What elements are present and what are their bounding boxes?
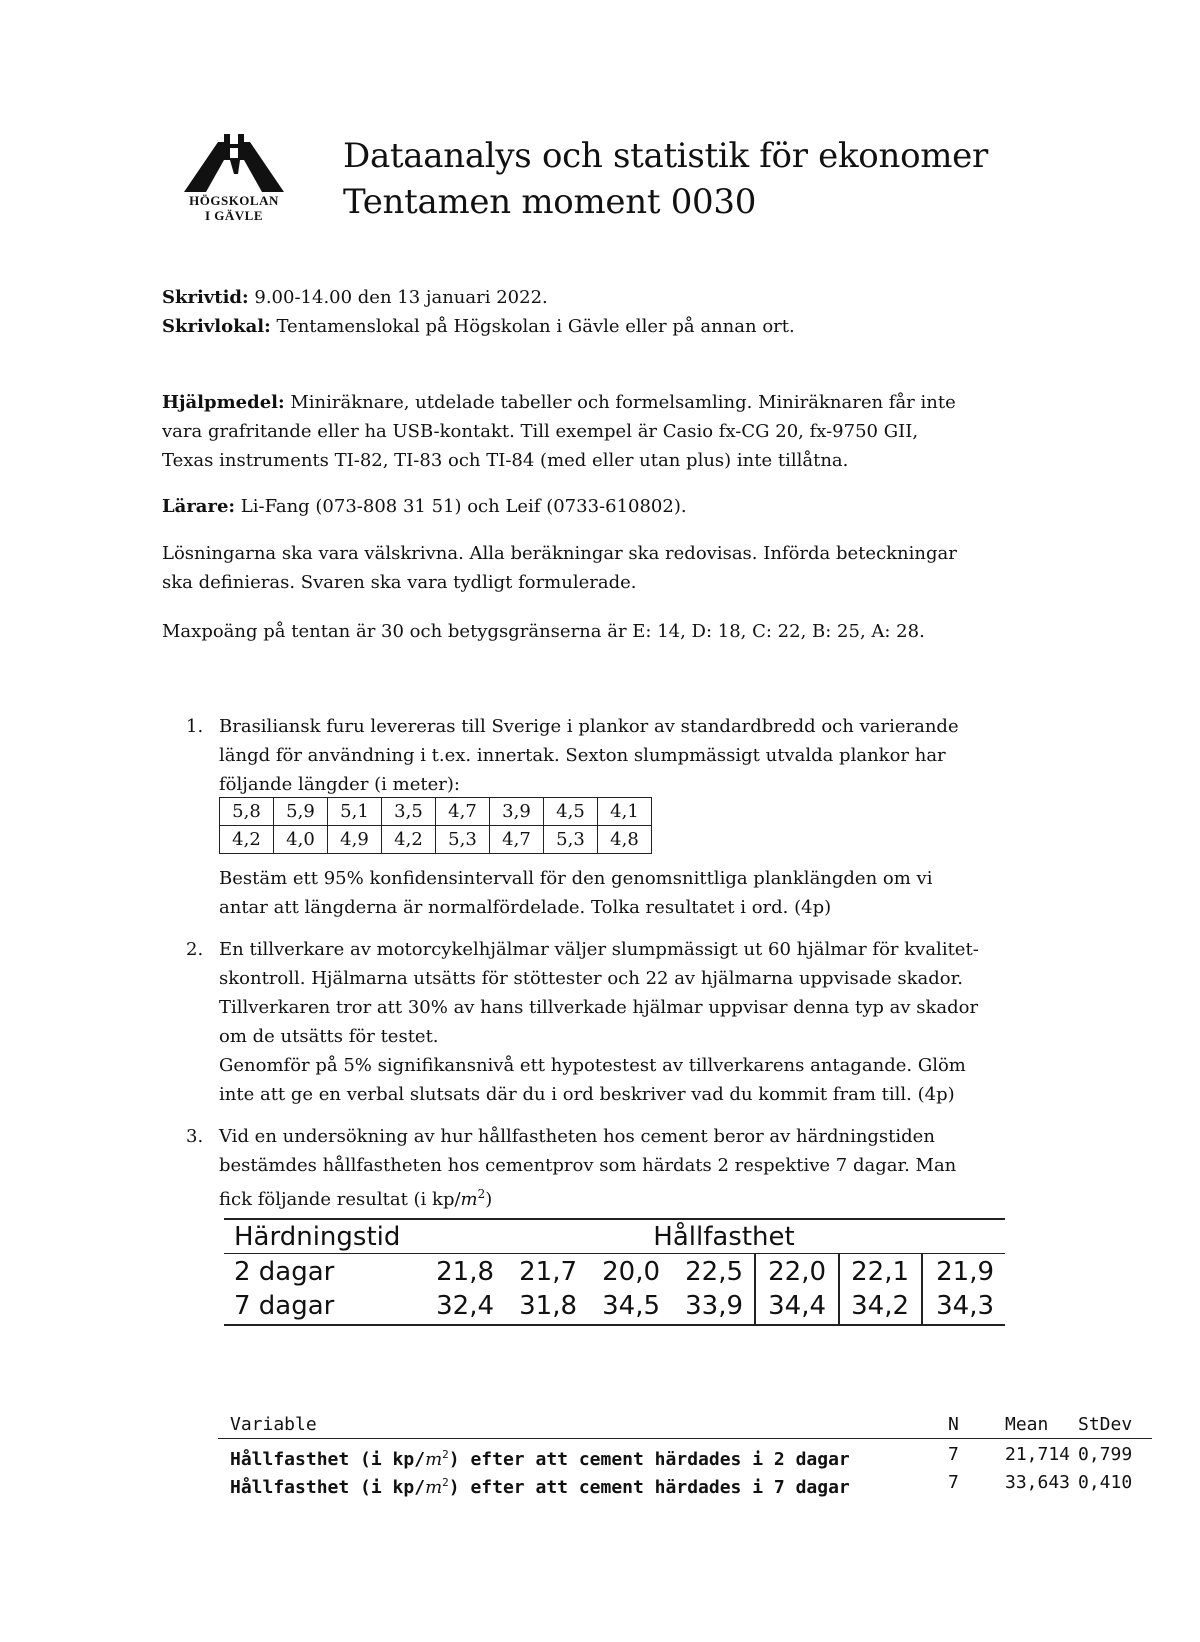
unit-exponent: 2 (442, 1448, 449, 1461)
table-row (220, 826, 652, 854)
skrivlokal-label: Skrivlokal: (162, 316, 271, 337)
stats-header-row (218, 1410, 1152, 1439)
table-cell: 21,8 (436, 1257, 494, 1287)
table-cell: 4,2 (220, 826, 274, 854)
table-cell: 33,9 (685, 1291, 743, 1321)
table-cell: 34,3 (936, 1291, 994, 1321)
table-cell: 34,4 (768, 1291, 826, 1321)
table-cell: 21,9 (936, 1257, 994, 1287)
table-cell: 5,1 (328, 798, 382, 826)
row-label: 7 dagar (234, 1291, 335, 1321)
header-n: N (948, 1414, 959, 1435)
table-cell: 31,8 (519, 1291, 577, 1321)
logo-text-line1: HÖGSKOLAN (189, 193, 279, 208)
table-header-rule (224, 1253, 1005, 1254)
table-cell: 22,0 (768, 1257, 826, 1287)
hjalpmedel-text-1: Miniräknare, utdelade tabeller och formelsamling. Miniräknaren får inte (290, 392, 956, 413)
hjalpmedel-line3: Texas instruments TI-82, TI-83 och TI-84 (med eller utan plus) inte tillåtna. (162, 450, 849, 471)
hjalpmedel-label: Hjälpmedel: (162, 392, 285, 413)
table-cell: 20,0 (602, 1257, 660, 1287)
table-cell: 22,5 (685, 1257, 743, 1287)
column-divider (754, 1254, 756, 1324)
variable-text: Hållfasthet (i kp/ (230, 1477, 426, 1498)
skrivlokal-line (162, 312, 1042, 341)
row-label: 2 dagar (234, 1257, 335, 1287)
header-variable: Variable (230, 1414, 317, 1435)
table-cell: 5,3 (436, 826, 490, 854)
table-cell: 4,0 (274, 826, 328, 854)
question-1-task-line1: Bestäm ett 95% konfidensintervall för den genomsnittliga planklängden om vi (219, 868, 933, 889)
question-1-line3: följande längder (i meter): (219, 774, 460, 795)
question-2-line1: En tillverkare av motorcykelhjälmar väljer slumpmässigt ut 60 hjälmar för kvalitet- (219, 939, 979, 960)
table-cell: 32,4 (436, 1291, 494, 1321)
cement-strength-table (224, 1218, 1005, 1326)
logo-text-line2: I GÄVLE (204, 208, 264, 223)
table-row (220, 798, 652, 826)
table-cell: 3,5 (382, 798, 436, 826)
skrivlokal-value: Tentamenslokal på Högskolan i Gävle eller på annan ort. (276, 316, 795, 337)
hogskolan-emblem-icon (178, 130, 290, 194)
question-1-number: 1. (186, 716, 204, 737)
table-cell: 21,7 (519, 1257, 577, 1287)
question-2-number: 2. (186, 939, 204, 960)
stdev-value: 0,410 (1078, 1472, 1133, 1493)
question-3-number: 3. (186, 1126, 204, 1147)
hogskolan-logo (178, 130, 290, 230)
table-cell: 22,1 (851, 1257, 909, 1287)
larare-value: Li-Fang (073-808 31 51) och Leif (0733-610802). (240, 496, 687, 517)
question-3-line3-text: fick följande resultat (i kp/ (219, 1189, 461, 1210)
header-stdev: StDev (1078, 1414, 1133, 1435)
question-2-line4: om de utsätts för testet. (219, 1026, 439, 1047)
losningar-line2: ska definieras. Svaren ska vara tydligt formulerade. (162, 572, 637, 593)
stats-header-rule (218, 1438, 1152, 1439)
table-cell: 34,2 (851, 1291, 909, 1321)
skrivtid-label: Skrivtid: (162, 287, 249, 308)
question-3-line3-close: ) (485, 1189, 493, 1210)
n-value: 7 (948, 1472, 959, 1493)
course-title: Dataanalys och statistik för ekonomer (343, 136, 988, 176)
mean-value: 33,643 (1005, 1472, 1071, 1493)
losningar-line1: Lösningarna ska vara välskrivna. Alla beräkningar ska redovisas. Införda beteckningar (162, 543, 957, 564)
hjalpmedel-line1 (162, 388, 1042, 417)
table-cell: 34,5 (602, 1291, 660, 1321)
question-1-line1: Brasiliansk furu levereras till Sverige i plankor av standardbredd och varierande (219, 716, 959, 737)
stdev-value: 0,799 (1078, 1444, 1133, 1465)
question-2-line6: inte att ge en verbal slutsats där du i ord beskriver vad du kommit fram till. (4p) (219, 1084, 955, 1105)
question-2-line2: skontroll. Hjälmarna utsätts för stöttester och 22 av hjälmarna uppvisade skador. (219, 968, 963, 989)
question-3-line1: Vid en undersökning av hur hållfastheten hos cement beror av härdningstiden (219, 1126, 935, 1147)
skrivtid-value: 9.00-14.00 den 13 januari 2022. (254, 287, 548, 308)
table-cell: 4,7 (490, 826, 544, 854)
variable-name (230, 1468, 850, 1502)
question-1-task-line2: antar att längderna är normalfördelade. Tolka resultatet i ord. (4p) (219, 897, 832, 918)
mean-value: 21,714 (1005, 1444, 1071, 1465)
question-3-line2: bestämdes hållfastheten hos cementprov som härdats 2 respektive 7 dagar. Man (219, 1155, 957, 1176)
table-cell: 4,7 (436, 798, 490, 826)
table-row (218, 1468, 1152, 1497)
variable-text: ) efter att cement härdades i 2 dagar (448, 1449, 850, 1470)
unit-m: m (425, 1449, 443, 1470)
question-3-line3 (219, 1180, 1039, 1214)
larare-line (162, 492, 1042, 521)
table-row (218, 1440, 1152, 1469)
table-cell: 4,8 (598, 826, 652, 854)
table-cell: 5,9 (274, 798, 328, 826)
plank-lengths-table (219, 797, 652, 854)
question-2-line5: Genomför på 5% signifikansnivå ett hypotestest av tillverkarens antagande. Glöm (219, 1055, 966, 1076)
hjalpmedel-line2: vara grafritande eller ha USB-kontakt. Till exempel är Casio fx-CG 20, fx-9750 GII, (162, 421, 919, 442)
larare-label: Lärare: (162, 496, 236, 517)
column-divider (838, 1254, 840, 1324)
variable-text: Hållfasthet (i kp/ (230, 1449, 426, 1470)
table-cell: 4,2 (382, 826, 436, 854)
table-row (224, 1289, 1005, 1323)
table-header-row (224, 1220, 1005, 1254)
unit-exponent: 2 (477, 1187, 486, 1201)
variable-text: ) efter att cement härdades i 7 dagar (448, 1477, 850, 1498)
exam-title: Tentamen moment 0030 (343, 182, 757, 222)
question-1-line2: längd för användning i t.ex. innertak. Sexton slumpmässigt utvalda plankor har (219, 745, 946, 766)
unit-m: m (425, 1477, 443, 1498)
column-divider (921, 1254, 923, 1324)
header-mean: Mean (1005, 1414, 1049, 1435)
table-cell: 5,8 (220, 798, 274, 826)
unit-m: m (460, 1189, 478, 1210)
maxpoang-line: Maxpoäng på tentan är 30 och betygsgränserna är E: 14, D: 18, C: 22, B: 25, A: 28. (162, 621, 925, 642)
header-hardningstid: Härdningstid (234, 1222, 401, 1252)
table-cell: 4,1 (598, 798, 652, 826)
skrivtid-line (162, 283, 1042, 312)
table-row (224, 1255, 1005, 1289)
table-cell: 4,9 (328, 826, 382, 854)
header-hallfasthet: Hållfasthet (653, 1222, 795, 1252)
table-cell: 4,5 (544, 798, 598, 826)
n-value: 7 (948, 1444, 959, 1465)
question-2-line3: Tillverkaren tror att 30% av hans tillverkade hjälmar uppvisar denna typ av skador (219, 997, 979, 1018)
table-cell: 5,3 (544, 826, 598, 854)
table-cell: 3,9 (490, 798, 544, 826)
unit-exponent: 2 (442, 1476, 449, 1489)
